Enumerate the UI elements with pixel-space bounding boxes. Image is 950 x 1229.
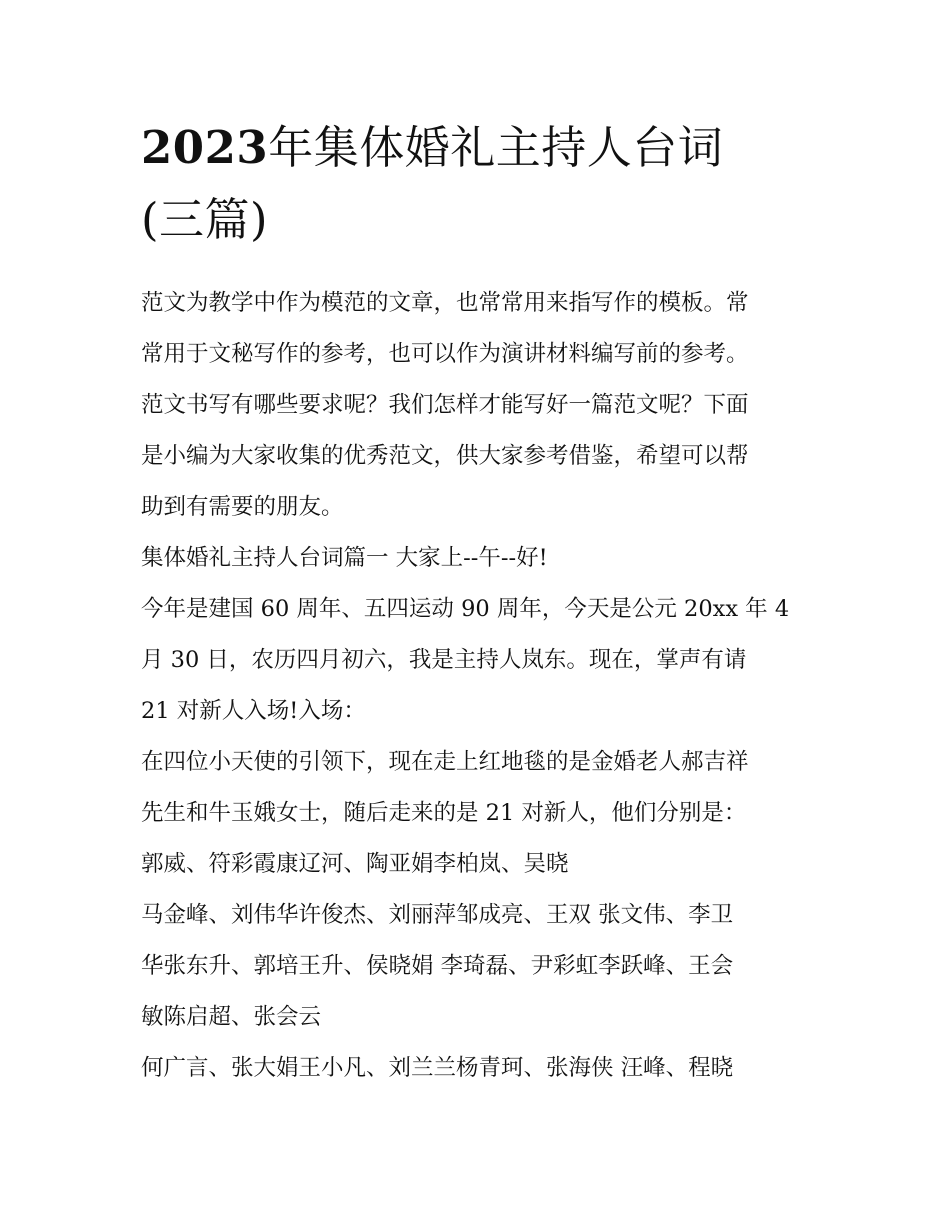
text-line: 敏陈启超、张会云 <box>141 1004 322 1030</box>
text-line: 在四位小天使的引领下，现在走上红地毯的是金婚老人郝吉祥 <box>141 749 749 775</box>
paragraph-entrance <box>141 737 813 839</box>
document-content <box>141 112 813 1094</box>
document-title <box>141 112 813 256</box>
text-line: 郭威、符彩霞康辽河、陶亚娟李柏岚、吴晓 <box>141 851 569 877</box>
text-line: 先生和牛玉娥女士，随后走来的是 21 对新人，他们分别是： <box>141 800 747 826</box>
paragraph-names-2 <box>141 890 813 1043</box>
text-line: 马金峰、刘伟华许俊杰、刘丽萍邹成亮、王双 张文伟、李卫 <box>141 902 734 928</box>
title-line-1 <box>141 112 813 184</box>
text-line: 是小编为大家收集的优秀范文，供大家参考借鉴，希望可以帮 <box>141 443 749 469</box>
title-year: 2023 <box>141 121 269 174</box>
document-body <box>141 278 813 1094</box>
paragraph-names-1 <box>141 839 813 890</box>
title-line-2: (三篇) <box>141 193 269 246</box>
text-line: 常用于文秘写作的参考，也可以作为演讲材料编写前的参考。 <box>141 341 749 367</box>
text-line: 月 30 日，农历四月初六，我是主持人岚东。现在，掌声有请 <box>141 647 747 673</box>
paragraph-opening <box>141 584 813 737</box>
text-line: 助到有需要的朋友。 <box>141 494 344 520</box>
text-line: 范文为教学中作为模范的文章，也常常用来指写作的模板。常 <box>141 290 749 316</box>
text-line: 何广言、张大娟王小凡、刘兰兰杨青珂、张海侠 汪峰、程晓 <box>141 1055 734 1081</box>
text-line: 今年是建国 60 周年、五四运动 90 周年，今天是公元 20xx 年 4 <box>141 596 790 622</box>
text-line: 华张东升、郭培王升、侯晓娟 李琦磊、尹彩虹李跃峰、王会 <box>141 953 734 979</box>
text-line: 集体婚礼主持人台词篇一 大家上--午--好! <box>141 545 548 571</box>
text-line: 范文书写有哪些要求呢？我们怎样才能写好一篇范文呢？下面 <box>141 392 749 418</box>
paragraph-names-3 <box>141 1043 813 1094</box>
paragraph-intro <box>141 278 813 533</box>
paragraph-section-heading <box>141 533 813 584</box>
title-line-1-text: 年集体婚礼主持人台词 <box>268 121 724 174</box>
text-line: 21 对新人入场!入场： <box>141 698 366 724</box>
